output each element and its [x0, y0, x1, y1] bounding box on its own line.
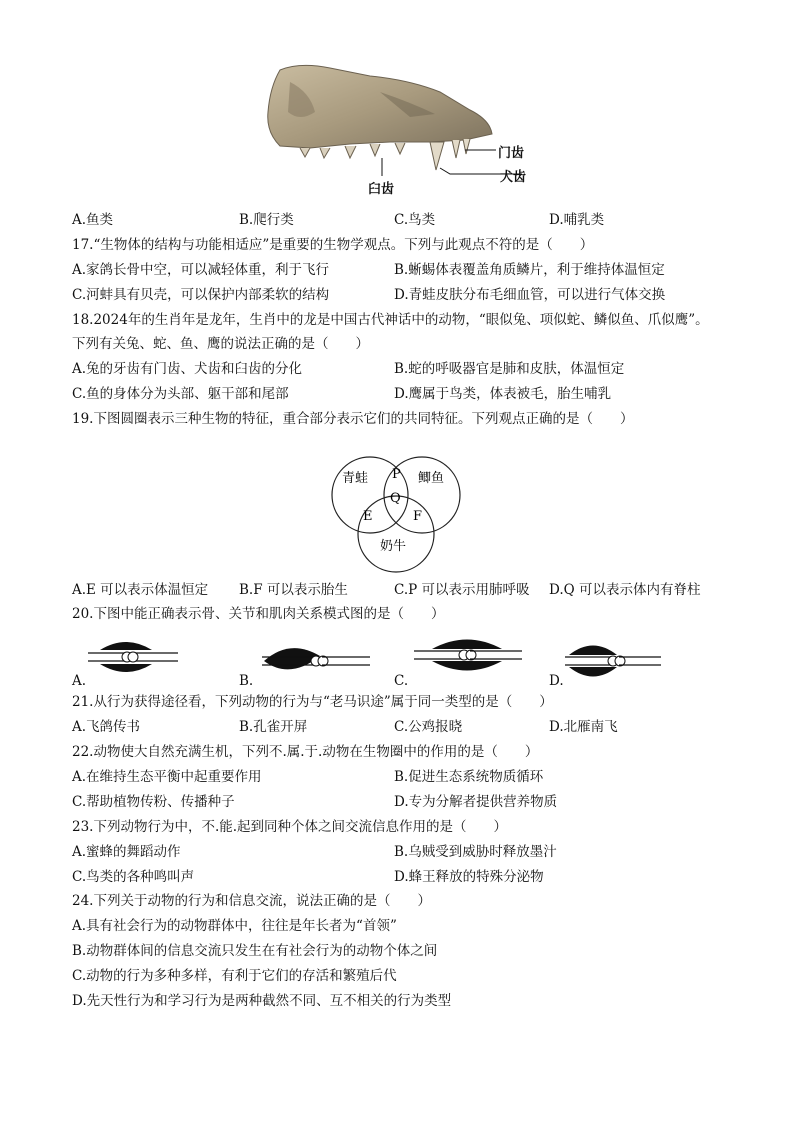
q19-option-b[interactable]: B.F 可以表示胎生 [239, 582, 348, 598]
q24-stem: 24.下列关于动物的行为和信息交流，说法正确的是（ ） [72, 893, 431, 909]
molar-label: 臼齿 [368, 182, 395, 197]
q23-option-c[interactable]: C.鸟类的各种鸣叫声 [72, 869, 195, 885]
q19-option-d[interactable]: D.Q 可以表示体内有脊柱 [549, 582, 701, 598]
venn-diagram [322, 450, 472, 580]
q24-option-c[interactable]: C.动物的行为多种多样，有利于它们的存活和繁殖后代 [72, 968, 397, 984]
q18-option-c[interactable]: C.鱼的身体分为头部、躯干部和尾部 [72, 386, 289, 402]
venn-region-q: Q [390, 491, 401, 506]
q21-stem: 21.从行为获得途径看，下列动物的行为与“老马识途”属于同一类型的是（ ） [72, 694, 553, 710]
q16-option-a[interactable]: A.鱼类 [72, 212, 114, 228]
q16-option-c[interactable]: C.鸟类 [394, 212, 436, 228]
q23-stem: 23.下列动物行为中，不.能.起到同种个体之间交流信息作用的是（ ） [72, 819, 508, 835]
q23-option-b[interactable]: B.乌贼受到威胁时释放墨汁 [394, 844, 557, 860]
skull-figure [260, 62, 540, 202]
q18-stem-line2: 下列有关兔、蛇、鱼、鹰的说法正确的是（ ） [72, 336, 369, 352]
q22-option-c[interactable]: C.帮助植物传粉、传播种子 [72, 794, 235, 810]
q22-stem: 22.动物使大自然充满生机，下列不.属.于.动物在生物圈中的作用的是（ ） [72, 744, 539, 760]
q19-option-c[interactable]: C.P 可以表示用肺呼吸 [394, 582, 530, 598]
venn-label-frog: 青蛙 [342, 471, 369, 486]
muscle-diagram-a [86, 636, 182, 676]
skull-illustration [260, 62, 540, 202]
q19-stem: 19.下图圆圈表示三种生物的特征，重合部分表示它们的共同特征。下列观点正确的是（ ） [72, 411, 634, 427]
q20-option-d[interactable]: D. [549, 673, 564, 689]
q20-stem: 20.下图中能正确表示骨、关节和肌肉关系模式图的是（ ） [72, 606, 445, 622]
venn-region-e: E [363, 509, 373, 524]
q22-option-b[interactable]: B.促进生态系统物质循环 [394, 769, 544, 785]
q18-option-d[interactable]: D.鹰属于鸟类，体表被毛，胎生哺乳 [394, 386, 612, 402]
muscle-diagram-c [412, 634, 524, 674]
q20-option-c[interactable]: C. [394, 673, 409, 689]
q22-option-a[interactable]: A.在维持生态平衡中起重要作用 [72, 769, 262, 785]
q22-option-d[interactable]: D.专为分解者提供营养物质 [394, 794, 558, 810]
q21-option-a[interactable]: A.飞鸽传书 [72, 719, 141, 735]
q21-option-b[interactable]: B.孔雀开屏 [239, 719, 308, 735]
q17-option-b[interactable]: B.蜥蜴体表覆盖角质鳞片，利于维持体温恒定 [394, 262, 665, 278]
q23-option-a[interactable]: A.蜜蜂的舞蹈动作 [72, 844, 181, 860]
q20-option-b[interactable]: B. [239, 673, 254, 689]
q17-stem: 17.“生物体的结构与功能相适应”是重要的生物学观点。下列与此观点不符的是（ ） [72, 237, 594, 253]
q17-option-c[interactable]: C.河蚌具有贝壳，可以保护内部柔软的结构 [72, 287, 330, 303]
incisor-label: 门齿 [498, 146, 525, 161]
venn-region-f: F [413, 509, 423, 524]
venn-label-cow: 奶牛 [380, 539, 407, 554]
q21-option-c[interactable]: C.公鸡报晓 [394, 719, 463, 735]
q16-option-d[interactable]: D.哺乳类 [549, 212, 605, 228]
q24-option-d[interactable]: D.先天性行为和学习行为是两种截然不同、互不相关的行为类型 [72, 993, 452, 1009]
q18-option-a[interactable]: A.兔的牙齿有门齿、犬齿和臼齿的分化 [72, 361, 303, 377]
q24-option-a[interactable]: A.具有社会行为的动物群体中，往往是年长者为“首领” [72, 918, 397, 934]
canine-label: 犬齿 [500, 170, 527, 185]
q17-option-a[interactable]: A.家鸽长骨中空，可以减轻体重，利于飞行 [72, 262, 330, 278]
venn-region-p: P [392, 467, 401, 482]
q17-option-d[interactable]: D.青蛙皮肤分布毛细血管，可以进行气体交换 [394, 287, 666, 303]
venn-circle-cow [358, 496, 434, 572]
q24-option-b[interactable]: B.动物群体间的信息交流只发生在有社会行为的动物个体之间 [72, 943, 438, 959]
q20-option-a[interactable]: A. [72, 673, 87, 689]
q21-option-d[interactable]: D.北雁南飞 [549, 719, 618, 735]
q16-option-b[interactable]: B.爬行类 [239, 212, 294, 228]
muscle-diagram-d [563, 640, 663, 680]
venn-label-carp: 鲫鱼 [418, 471, 445, 486]
q23-option-d[interactable]: D.蜂王释放的特殊分泌物 [394, 869, 544, 885]
q19-option-a[interactable]: A.E 可以表示体温恒定 [72, 582, 209, 598]
q18-stem-line1: 18.2024年的生肖年是龙年，生肖中的龙是中国古代神话中的动物，“眼似兔、项似蛇、鳞似鱼、爪似鹰”。 [72, 312, 709, 328]
q18-option-b[interactable]: B.蛇的呼吸器官是肺和皮肤，体温恒定 [394, 361, 625, 377]
muscle-diagram-b [260, 640, 372, 680]
